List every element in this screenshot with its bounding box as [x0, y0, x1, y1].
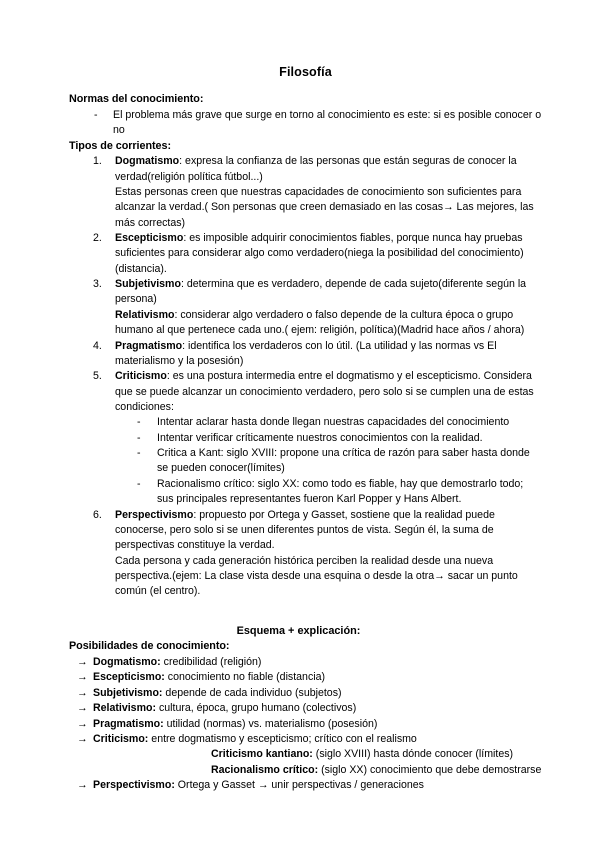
corriente-definition: [115, 339, 542, 370]
section-heading-tipos: Tipos de corrientes:: [69, 139, 171, 152]
list-item-perspectivismo-summary: [69, 778, 542, 793]
corriente-term: Criticismo: [115, 370, 167, 383]
list-item: - Racionalismo crítico: siglo XX: como todo es fiable, hay que demostrarlo todo; sus principales representantes fueron Karl Popper y Hans Albert.: [115, 477, 542, 508]
page-title: Filosofía: [279, 65, 332, 79]
corriente-term: Pragmatismo: [115, 339, 183, 352]
list-item-pragmatismo-summary: [69, 717, 542, 732]
corriente-body: : identifica los verdaderos con lo útil. (La utilidad y las normas vs El materialismo y la posesión): [115, 339, 497, 367]
corriente-definition: [115, 369, 542, 415]
list-item: - Intentar verificar críticamente nuestros conocimientos con la realidad.: [115, 431, 542, 446]
summary-term: Criticismo kantiano:: [211, 748, 313, 761]
arrow-right-icon: →: [77, 702, 88, 715]
arrow-right-icon: →: [77, 671, 88, 684]
list-item-criticismo: [69, 369, 542, 507]
summary-term: Racionalismo crítico:: [211, 763, 319, 776]
summary-term: Perspectivismo:: [93, 779, 175, 791]
corriente-term: Perspectivismo: [115, 508, 194, 521]
corriente-definition: [115, 154, 542, 185]
section-spacer: [69, 600, 542, 624]
summary-description: (siglo XVIII) hasta dónde conocer (límites): [315, 748, 514, 761]
arrow-right-icon: →: [77, 686, 88, 699]
summary-term: Subjetivismo:: [93, 686, 163, 699]
arrow-right-icon: →: [77, 779, 88, 791]
corriente-term: Dogmatismo: [115, 155, 180, 168]
corriente-definition: [115, 508, 542, 554]
list-item-criticismo-kantiano: [69, 747, 542, 762]
criticismo-condition-list: [115, 415, 542, 507]
section-heading-esquema: Esquema + explicación:: [236, 624, 361, 637]
summary-term: Escepticismo:: [93, 671, 165, 684]
list-item: - El problema más grave que surge en torno al conocimiento es este: si es posible conocer o no: [69, 108, 542, 139]
arrow-right-icon: →: [77, 656, 88, 669]
list-item-perspectivismo: [69, 508, 542, 600]
summary-description: utilidad (normas) vs. materialismo (posesión): [166, 717, 378, 730]
list-item-dogmatismo: [69, 154, 542, 231]
section-heading-normas: Normas del conocimiento:: [69, 93, 204, 106]
corriente-extra-paragraph: Cada persona y cada generación histórica perciben la realidad desde una nueva perspectiva.(ejem: La clase vista desde una esquina o desde la otra→ sacar un punto común (el centro).: [115, 554, 518, 598]
list-item-subjetivismo: [69, 277, 542, 338]
arrow-right-icon: →: [77, 732, 88, 745]
list-item-escepticismo-summary: [69, 670, 542, 685]
list-item: - Intentar aclarar hasta donde llegan nuestras capacidades del conocimiento: [115, 415, 542, 430]
corriente-term: Escepticismo: [115, 232, 184, 245]
corrientes-numbered-list: [69, 154, 542, 599]
esquema-summary-list: [69, 655, 542, 747]
summary-description: credibilidad (religión): [163, 656, 262, 669]
summary-description: entre dogmatismo y escepticismo; crítico con el realismo: [151, 732, 417, 745]
summary-term: Relativismo:: [93, 702, 156, 715]
corriente-definition-relativismo: [115, 308, 542, 339]
summary-description: Ortega y Gasset → unir perspectivas / generaciones: [177, 779, 424, 791]
corriente-body: : es una postura intermedia entre el dogmatismo y el escepticismo. Considera que se puede alcanzar un conocimiento verdadero, pero solo si se cumplen una de estas condiciones:: [115, 370, 534, 413]
corriente-body: : propuesto por Ortega y Gasset, sostiene que la realidad puede conocerse, pero solo si se unen diferentes puntos de vista. Según él, la suma de perspectivas constituye la verdad.: [115, 508, 495, 552]
corriente-extra-paragraph: Estas personas creen que nuestras capacidades de conocimiento son suficientes para alcanzar la verdad.( Son personas que creen demasiado en las cosas→ Las mejores, las más correctas): [115, 185, 534, 229]
list-item-dogmatismo-summary: [69, 655, 542, 670]
list-item-pragmatismo: [69, 339, 542, 370]
summary-term: Criticismo:: [93, 732, 149, 745]
corriente-term: Subjetivismo: [115, 278, 181, 291]
esquema-summary-list-last: [69, 778, 542, 793]
summary-term: Pragmatismo:: [93, 717, 164, 730]
list-item-criticismo-summary: [69, 732, 542, 747]
corriente-body: : expresa la confianza de las personas que están seguras de conocer la verdad(religión política fútbol...): [115, 155, 517, 183]
summary-description: (siglo XX) conocimiento que debe demostrarse: [321, 763, 542, 776]
corriente-body: : considerar algo verdadero o falso depende de la cultura época o grupo humano al que pertenece cada uno.( ejem: religión, política)(Madrid hace años / ahora): [115, 308, 525, 337]
list-item-racionalismo-critico: [69, 763, 542, 778]
summary-description: depende de cada individuo (subjetos): [165, 686, 342, 699]
summary-term: Dogmatismo:: [93, 656, 161, 669]
list-item-escepticismo: [69, 231, 542, 277]
arrow-right-icon: →: [77, 717, 88, 730]
corriente-definition: [115, 231, 542, 277]
list-item: - Critica a Kant: siglo XVIII: propone una crítica de razón para saber hasta donde se pueden conocer(límites): [115, 446, 542, 477]
normas-bullet-list: [69, 108, 542, 139]
list-item-relativismo-summary: [69, 701, 542, 716]
corriente-term: Relativismo: [115, 308, 175, 321]
summary-description: cultura, época, grupo humano (colectivos): [158, 702, 357, 715]
corriente-body: : es imposible adquirir conocimientos fiables, porque nunca hay pruebas suficientes para considerar algo como verdadero(niega la posibilidad del conocimiento)(distancia).: [115, 232, 524, 275]
summary-description: conocimiento no fiable (distancia): [167, 671, 326, 684]
corriente-body: : determina que es verdadero, depende de cada sujeto(diferente según la persona): [115, 278, 527, 306]
section-subheading-posibilidades: Posibilidades de conocimiento:: [69, 640, 230, 653]
corriente-definition: [115, 277, 542, 308]
list-item-subjetivismo-summary: [69, 686, 542, 701]
